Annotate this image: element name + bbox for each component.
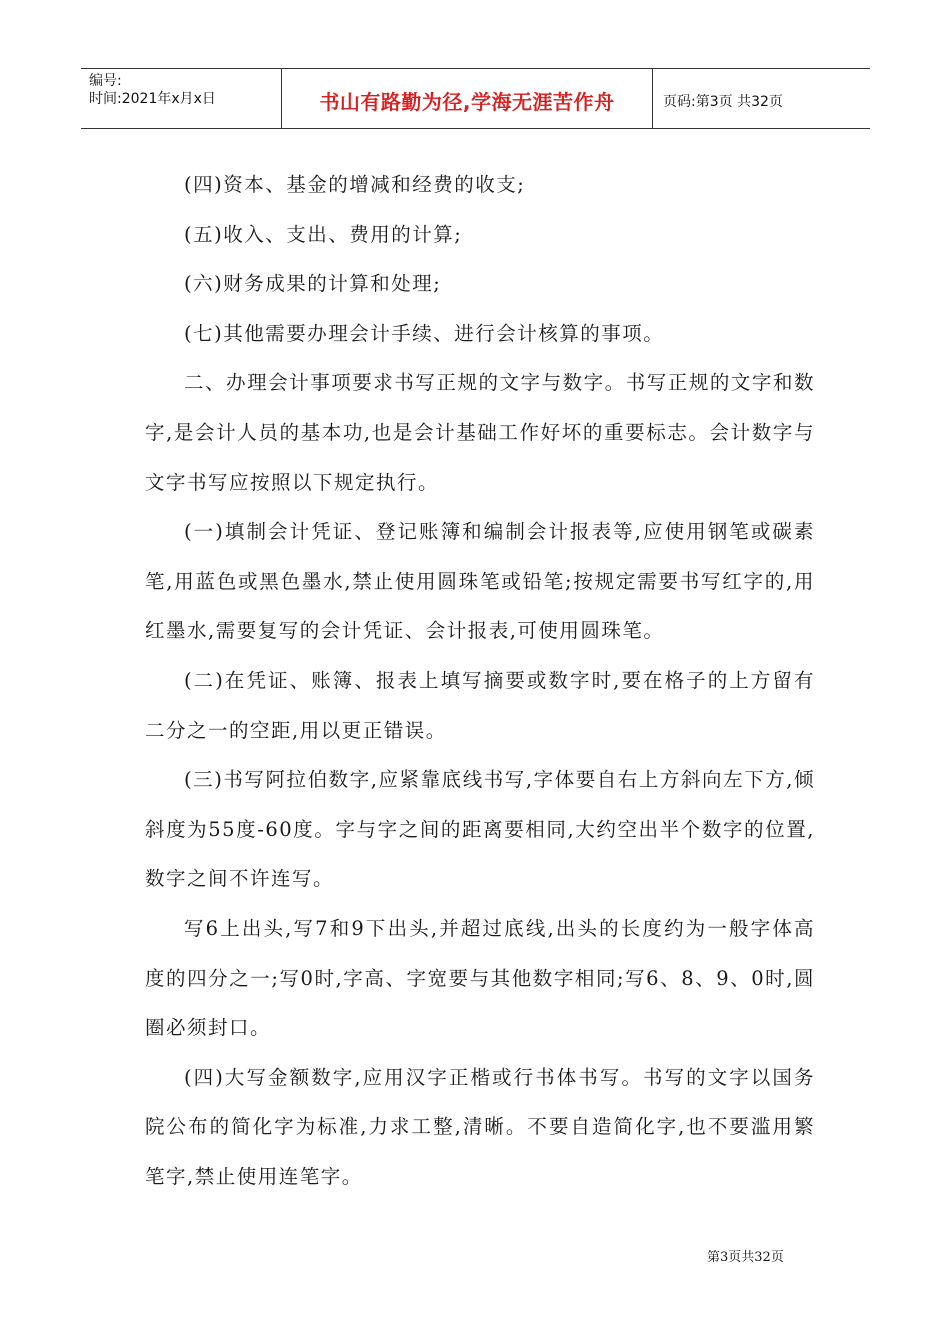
paragraph: (三)书写阿拉伯数字,应紧靠底线书写,字体要自右上方斜向左下方,倾斜度为55度-60度。字与字之间的距离要相同,大约空出半个数字的位置,数字之间不许连写。 [145,768,815,891]
paragraph: 二、办理会计事项要求书写正规的文字与数字。书写正规的文字和数字,是会计人员的基本功,也是会计基础工作好坏的重要标志。会计数字与文字书写应按照以下规定执行。 [145,371,815,494]
paragraph: 写6上出头,写7和9下出头,并超过底线,出头的长度约为一般字体高度的四分之一;写0时,字高、字宽要与其他数字相同;写6、8、9、0时,圆圈必须封口。 [145,916,815,1040]
page-footer-number: 第3页共32页 [707,1250,784,1265]
page-header [81,68,870,129]
paragraph: (一)填制会计凭证、登记账簿和编制会计报表等,应使用钢笔或碳素笔,用蓝色或黑色墨水,禁止使用圆珠笔或铅笔;按规定需要书写红字的,用红墨水,需要复写的会计凭证、会计报表,可使用圆珠笔。 [145,520,815,643]
header-meta [81,69,282,128]
serial-label: 编号: [89,73,122,89]
header-page-label: 页码:第3页 共32页 [663,93,783,110]
paragraph: (七)其他需要办理会计手续、进行会计核算的事项。 [184,321,665,345]
paragraph: (五)收入、支出、费用的计算; [184,222,463,246]
paragraph: (四)大写金额数字,应用汉字正楷或行书体书写。书写的文字以国务院公布的简化字为标准,力求工整,清晰。不要自造简化字,也不要滥用繁笔字,禁止使用连笔字。 [145,1065,815,1188]
header-motto: 书山有路勤为径,学海无涯苦作舟 [282,69,653,128]
date-label: 时间:2021年x月x日 [89,91,216,107]
paragraph: (二)在凭证、账簿、报表上填写摘要或数字时,要在格子的上方留有二分之一的空距,用以更正错误。 [145,668,815,742]
paragraph: (六)财务成果的计算和处理; [184,272,442,296]
paragraph: (四)资本、基金的增减和经费的收支; [184,173,526,196]
document-body [145,160,815,1201]
